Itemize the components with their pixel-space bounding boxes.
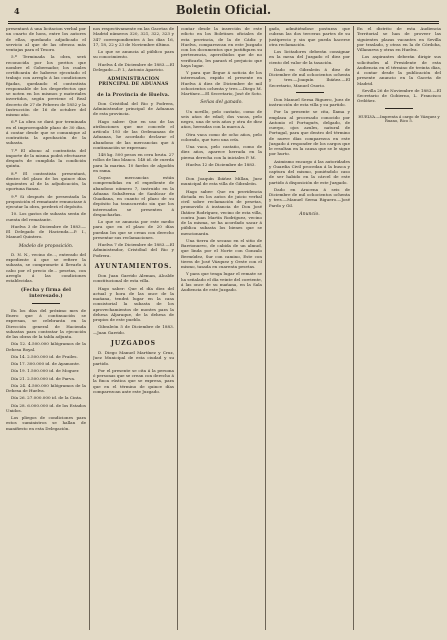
paragraph: Otra vaca como de ocho años, pelo colorado, que tuvo una cría.	[181, 131, 262, 142]
column-divider	[353, 26, 354, 630]
list-item: Día 21. 2.500.000 id. de Parva.	[11, 375, 76, 381]
column-4	[269, 26, 350, 634]
list-item: Día 28. 6.000.000 id. de los Estados Unidos.	[6, 402, 86, 413]
paragraph: Un novillo, pelo castaño, como de seis años de edad; dos vacas, pelo negro, una de seis años y otra de diez años, herradas con la marca A.	[181, 108, 262, 130]
signature-note: (Fecha y firma del interesado.)	[20, 288, 72, 299]
paragraph: Por el presente se cita á la persona ó personas que se crean con derecho á la finca rústica que se expresa, para que en el término de quince días comparezcan ante este Juzgado.	[93, 367, 174, 394]
separator	[32, 303, 60, 304]
column-1	[6, 26, 86, 634]
printer-footer: HUELVA.—Imprenta á cargo de Vázquez y Ruano, Rico 5.	[358, 113, 440, 124]
column-divider	[265, 26, 266, 630]
page-title: Boletin Oficial.	[175, 3, 271, 18]
paragraph: 6.ª La obra se dará por terminada en el improrrogable plazo de 30 días, á contar desde que se comunique al contratista la aprobación de la subasta.	[6, 119, 86, 146]
paragraph: Los licitadores deberán consignar en la mesa del Juzgado el diez por ciento del valor de la tasación.	[269, 49, 350, 65]
paragraph: Dado en Gibraleón á diez de Diciembre de mil ochocientos ochenta y tres.—Joaquín Ibáñez.—El Secretario, Manuel Osorio.	[269, 66, 350, 88]
paragraph: Don Juan Garrido Aleman, Alcalde constitucional de esta villa.	[93, 273, 174, 284]
paragraph: Una vaca, pelo castaño, como de diez años, aparece herrada en la pierna derecha con la iniciales P. M.	[181, 144, 262, 160]
paragraph: Hago saber: Que en uso de las atribuciones que me concede el artículo 193 de las Ordenanzas de Aduanas, he acordado declarar el abandono de las mercancías que á continuación se expresan:	[93, 118, 174, 150]
paragraph: Los aspirantes deberán dirigir sus solicitudes al Presidente de esta Audiencia en el término de treinta días, á contar desde la publicación del presente anuncio en la Gaceta de Madrid.	[357, 54, 441, 86]
masthead-rule-top	[8, 21, 439, 22]
paragraph: D. Diego Manuel Martínez y Cruz, Juez Municipal de esta ciudad y su partido.	[93, 350, 174, 366]
list-item: Día 19. 1.500.000 id. de Moguer.	[11, 368, 80, 374]
list-item: Día 24. 4.500.000 kilógramos de la Dehesa de Huelva.	[6, 382, 86, 393]
paragraph: Hago saber: Que el día diez del actual y hora de las once de la mañana, tendrá lugar en la casa consistorial la subasta de los aprovechamientos de montes para la dehesa Aljaraque, de la dehesa de propios de este pueblo.	[93, 285, 174, 322]
list-item: Día 12. 4.500.000 kilógramos de la Dehesa Boyal.	[6, 341, 86, 352]
paragraph: nos respectivamente en las Gacetas de Madrid números 320, 321, 322, 323 y 347 correspondientes á los días 16, 17, 18, 22 y 23 de Noviembre último.	[93, 26, 174, 47]
place-date: Dado en Aracena á seis de Diciembre de mil ochocientos ochenta y tres.—Manuel Serna Riguero.—José Pardo y Gil.	[269, 186, 350, 208]
column-3	[181, 26, 262, 634]
list-item: Día 14. 2.500.000 id. de Frailes.	[11, 353, 78, 359]
list-item: Día 26. 27.000.000 id. de la Cinta.	[11, 395, 83, 401]
list-item: Día 17. 300.000 id. de Ayamonte.	[11, 361, 81, 366]
paragraph: Lo que se anuncia por este medio para que en el plazo de 20 días puedan los que se crean con derecho presentar sus reclamaciones.	[93, 219, 174, 240]
section-heading: AYUNTAMIENTOS.	[94, 262, 173, 270]
place-date: Sevilla 26 de Noviembre de 1883.—El Secretario de Gobierno, L. Francisco Ordóñez.	[357, 87, 441, 104]
section-heading: de la Provincia de Huelva.	[97, 92, 170, 98]
column-divider	[177, 26, 178, 630]
column-2	[93, 26, 174, 634]
column-5	[357, 26, 441, 634]
paragraph: 148 kg. 500 pesos en cera bruta. 27 rollos de lino blanco. 148 id. de cuerda para la marina. 10 fardos de algodón en rama.	[93, 152, 174, 173]
paragraph: Y para que llegue á noticia de los interesados, expido el presente en Huelva á diez de Diciembre de mil ochocientos ochenta y tres.—Diego M. Martínez.—El Secretario, José de Soto.	[181, 70, 262, 96]
place-date: Huelva 12 de Diciembre de 1883.	[186, 161, 256, 167]
place-date: Huelva 7 de Diciembre de 1883.—El Administrador, Cristóbal del Rio y Podrera.	[93, 242, 174, 258]
section-subheading: Señas del ganado.	[200, 100, 243, 106]
paragraph: Lo que se anuncia al público para su conocimiento.	[93, 49, 174, 60]
paragraph: 5.ª Terminada la obra, será reconocida por los peritos que nombre el Gobernador, los cuales certificarán de haberse ejecutado el trabajo con arreglo á las condiciones fijadas, quedando el contratista responsable de los desperfectos que se noten en los mismos y materiales invertidos, según previene el Real decreto de 27 de Febrero de 1852 y la Instrucción de 16 de octubre del mismo año.	[6, 54, 86, 117]
paragraph: Don Cristóbal del Rio y Podrera, Administrador principal de Aduanas de esta provincia.	[93, 100, 174, 117]
place-date: Gibraleón 5 de Diciembre de 1883.—Juan Garrido.	[93, 324, 174, 335]
paragraph: Don Manuel Serna Riguero, Juez de instrucción de esta villa y su partido.	[269, 96, 350, 107]
paragraph: Don Joaquín Ibáñez Millan, Juez municipal de esta villa de Gibraleón.	[181, 176, 262, 187]
paragraph: Asimismo encargo á las autoridades y Guardia Civil procedan á la busca y captura del mismo, poniéndolo caso de ser habido en la cárcel de este partido á disposición de este Juzgado.	[269, 158, 350, 185]
column-divider	[89, 26, 90, 630]
section-heading: ADMINISTRACION PRINCIPAL DE ADUANAS	[98, 77, 169, 88]
section-subheading: Modelo de proposición.	[18, 243, 74, 249]
paragraph: gado, admitiéndose posturas que cubran las dos terceras partes de su justiprecio y sin que pueda hacerse otra reclamación.	[269, 26, 350, 47]
paragraph: 7.ª El abono al contratista del importe de la misma podrá efectuarse después de cumplida la condición quinta.	[6, 147, 86, 169]
separator	[208, 171, 236, 172]
place-date: Huelva 4 de Diciembre de 1883.—El Delegado.—P. I., Antonio Aparicio.	[93, 61, 174, 72]
paragraph: presentará á una licitacion verbal por un cuarto de hora, entre los autores de ellas, quedando adjudicado el servicio al que de las ofrezca más ventajas para el Tesoro.	[6, 26, 86, 52]
place-date: Huelva 3 de Diciembre de 1883.—El Delegado de Hacienda.—P. I., Manuel Quintero.	[6, 223, 86, 240]
separator	[385, 108, 413, 109]
page-number: 4	[14, 6, 20, 16]
paragraph: D. N. N., vecino de..., enterado del expediente á que se refiere la subasta, se compromete á llevarlo á cabo por el precio de... pesetas, con arreglo á las condiciones establecidas.	[6, 251, 86, 283]
list-item: Los pliegos de condiciones para estos suministros se hallan de manifiesto en esta Delegación.	[6, 415, 86, 431]
separator	[296, 92, 324, 93]
supply-list	[6, 341, 86, 431]
paragraph: Hago saber: Que en providencia dictada en los autos de juicio verbal civil sobre reclamación de pesetas, promovido á instancia de Don José Ibáñez Rodríguez, vecino de esta villa, contra Juan Martín Rodríguez, vecino de la misma, se ha acordado sacar á pública subasta los bienes que se mencionarán.	[181, 188, 262, 236]
section-heading: JUZGADOS	[111, 339, 156, 347]
paragraph: Una tierra de secano en el sitio de Barrionuevo, de cabida de un almud, que linda por el Norte con Gonzalo Bermúdez, Sur con camino, Este con tierra de José Vázquez y Oeste con el mismo, tasada en cuarenta pesetas.	[181, 237, 262, 269]
paragraph: contar desde la inserción de este edicto en los Boletines oficiales de esta provincia, de la de Cádiz y Huelva, comparezcan en este Juzgado con los documentos que justifiquen su pertenencia, apercibidos que de no verificarlo, les parará el perjuicio que haya lugar.	[181, 26, 262, 68]
paragraph: En el distrito de esta Audiencia Territorial se han de proveer las siguientes plazas vacantes en Sevilla por traslado, y otras en la de Córdoba, Villanueva y otras en Huelva.	[357, 26, 441, 52]
paragraph: 9.ª Si después de presentada la proposición el rematante renunciase á ejecutar la obra, perderá el depósito.	[6, 193, 86, 209]
section-subheading: Anuncio.	[299, 211, 320, 217]
paragraph: Y para que tenga lugar el remate se ha señalado el día veinte del corriente, á las once de su mañana, en la Sala Audiencia de este Juzgado.	[181, 271, 262, 292]
paragraph: Cuyas mercancías están comprendidas en el expediente de abandono número 7, instruido en la Aduana Subalterna de Sanlúcar de Guadiana, en cuanto el plazo de su depósito ha transcurrido sin que los interesados se presenten á despacharlas.	[93, 175, 174, 217]
paragraph: 10. Los gastos de subasta serán de cuenta del rematante.	[6, 211, 86, 222]
paragraph: 8.ª El contratista presentará, dentro del plazo de los quince días siguientes al de la adjudicación, la oportuna fianza.	[6, 170, 86, 192]
masthead-rule-bottom	[8, 23, 439, 24]
paragraph: Por la presente se cita, llama y emplaza al procesado conocido por Antonio el Portugués, delgado, de cuerpo, ojos azules, natural de Portugal, para que dentro del término de nueve días comparezca en este Juzgado á responder de los cargos que le resultan en la causa que se le sigue por hurto.	[269, 109, 350, 157]
paragraph: En los días del próximo mes de Enero que á continuación se expresan, se celebrarán en la Dirección general de Hacienda subastas para contratar la ejecución de las obras de la tabla adjunta.	[6, 307, 86, 339]
